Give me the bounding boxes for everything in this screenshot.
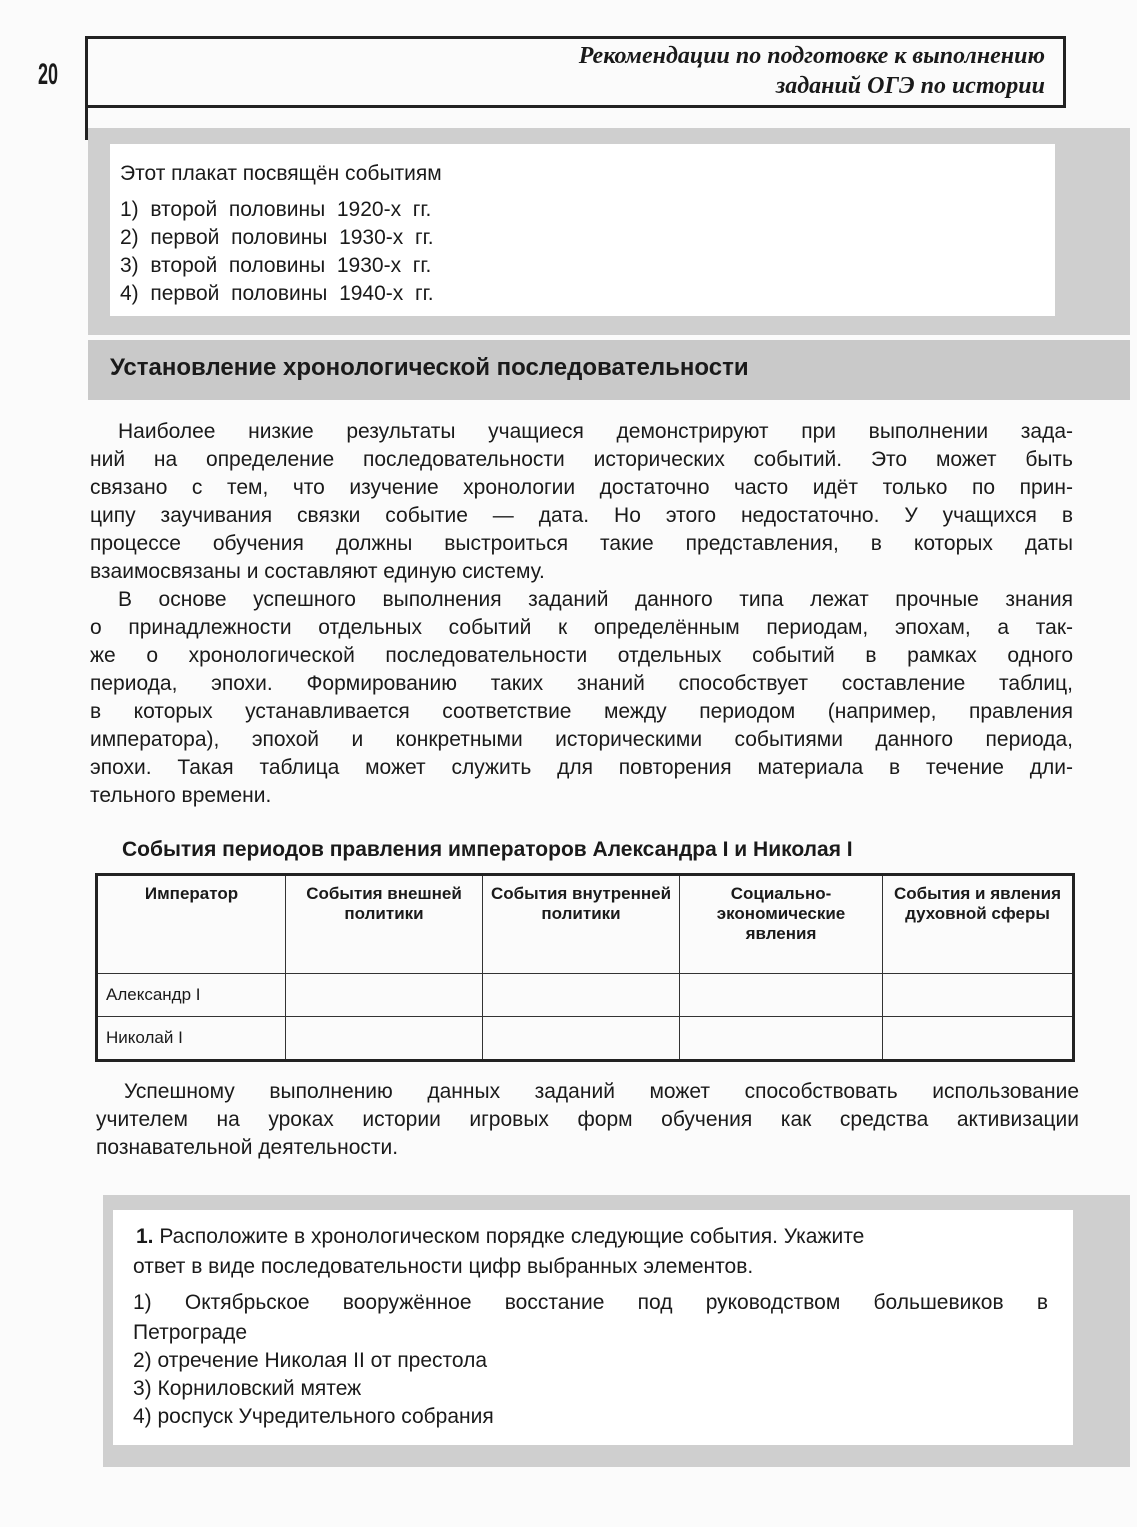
text-line: процессе обучения должны выстроиться такие представления, в которых даты	[90, 532, 1073, 555]
question-box	[88, 128, 1130, 335]
answer-option: 1) второй половины 1920-х гг.	[120, 198, 432, 221]
column-header: События внутренней политики	[483, 875, 680, 974]
column-header: События и явления духовной сферы	[883, 875, 1074, 974]
text-line: ний на определение последовательности исторических событий. Это может быть	[90, 448, 1073, 471]
table-header-row	[97, 875, 1074, 974]
table-cell	[680, 1017, 883, 1061]
column-header: События внешней политики	[286, 875, 483, 974]
answer-option: 3) Корниловский мятеж	[133, 1377, 362, 1400]
text-line: Успешному выполнению данных заданий может способствовать использование	[124, 1080, 1079, 1103]
section-heading	[88, 340, 1130, 400]
emperors-table	[95, 873, 1075, 1062]
task-box	[103, 1195, 1130, 1467]
text-line: познавательной деятельности.	[96, 1136, 399, 1159]
section-heading-text: Установление хронологической последовательности	[110, 354, 749, 381]
text-line: В основе успешного выполнения заданий данного типа лежат прочные знания	[118, 588, 1073, 611]
text-line: Расположите в хронологическом порядке следующие события. Укажите	[159, 1225, 865, 1248]
text-line: периода, эпохи. Формированию таких знаний способствует составление таблиц,	[90, 672, 1073, 695]
table-cell	[286, 1017, 483, 1061]
task-number: 1.	[136, 1225, 154, 1248]
table-row	[97, 1017, 1074, 1061]
header-line-2: заданий ОГЭ по истории	[775, 73, 1045, 99]
header-line-1: Рекомендации по подготовке к выполнению	[578, 43, 1045, 69]
answer-option: 3) второй половины 1930-х гг.	[120, 254, 432, 277]
table-cell	[483, 974, 680, 1017]
table-cell	[883, 974, 1074, 1017]
table-cell	[483, 1017, 680, 1061]
text-line: тельного времени.	[90, 784, 272, 807]
text-line: связано с тем, что изучение хронологии достаточно часто идёт только по прин-	[90, 476, 1073, 499]
text-line: о принадлежности отдельных событий к определённым периодам, эпохам, а так-	[90, 616, 1073, 639]
row-label: Николай I	[97, 1017, 286, 1061]
text-line: же о хронологической последовательности отдельных событий в рамках одного	[90, 644, 1073, 667]
text-line: взаимосвязаны и составляют единую систему.	[90, 560, 545, 583]
table-cell	[883, 1017, 1074, 1061]
column-header: Император	[97, 875, 286, 974]
running-header	[85, 36, 1066, 108]
question-stem: Этот плакат посвящён событиям	[120, 162, 442, 185]
row-label: Александр I	[97, 974, 286, 1017]
table-cell	[286, 974, 483, 1017]
answer-option: 2) отречение Николая II от престола	[133, 1349, 488, 1372]
text-line: Наиболее низкие результаты учащиеся демонстрируют при выполнении зада-	[118, 420, 1073, 443]
text-line: учителем на уроках истории игровых форм обучения как средства активизации	[96, 1108, 1079, 1131]
text-line: императора), эпохой и конкретными историческими событиями данного периода,	[90, 728, 1073, 751]
answer-option: 4) первой половины 1940-х гг.	[120, 282, 434, 305]
answer-option: 2) первой половины 1930-х гг.	[120, 226, 434, 249]
text-line: ответ в виде последовательности цифр выбранных элементов.	[133, 1255, 754, 1278]
table-title: События периодов правления императоров Александра I и Николая I	[122, 838, 853, 861]
text-line: в которых устанавливается соответствие между периодом (например, правления	[90, 700, 1073, 723]
answer-option: 4) роспуск Учредительного собрания	[133, 1405, 494, 1428]
task-stem	[136, 1225, 1046, 1249]
text-line: ципу заучивания связки событие — дата. Но этого недостаточно. У учащихся в	[90, 504, 1073, 527]
text-line: эпохи. Такая таблица может служить для повторения материала в течение дли-	[90, 756, 1073, 779]
column-header: Социально-экономические явления	[680, 875, 883, 974]
table-row	[97, 974, 1074, 1017]
table-cell	[680, 974, 883, 1017]
page-number: 20	[38, 58, 59, 91]
answer-option-continued: Петрограде	[133, 1321, 248, 1344]
answer-option: 1) Октябрьское вооружённое восстание под руководством большевиков в	[133, 1291, 1048, 1314]
